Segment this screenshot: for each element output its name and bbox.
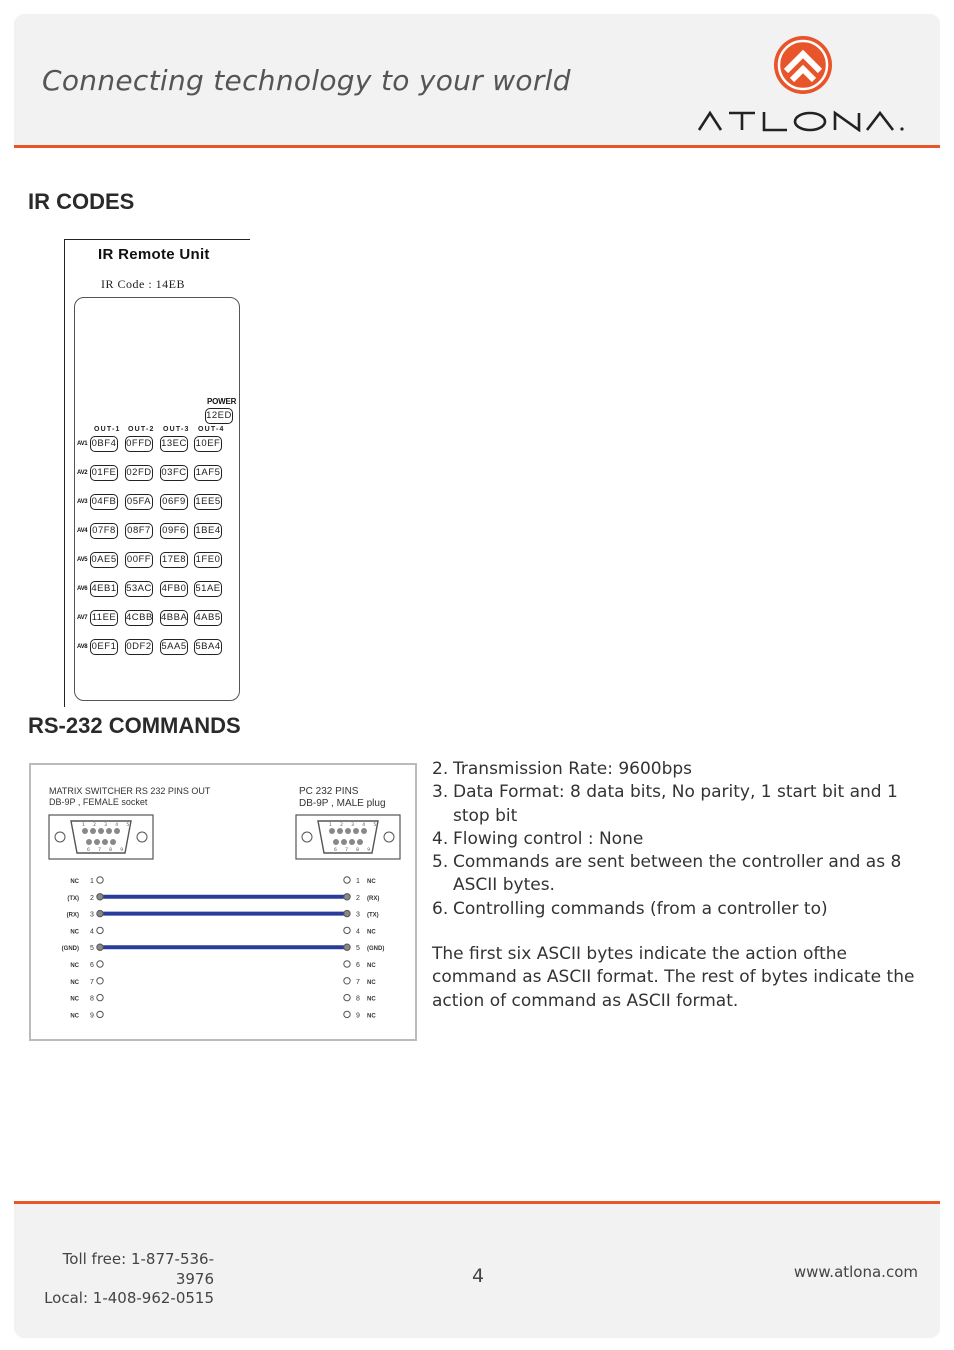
row-label: AV6 xyxy=(77,586,88,592)
ir-key: 02FD xyxy=(125,465,153,481)
row-label: AV5 xyxy=(77,557,88,563)
left-pin-label: (TX) xyxy=(67,895,79,902)
svg-text:6 7 8 9: 6 7 8 9 xyxy=(87,848,127,853)
row-label: AV2 xyxy=(77,470,88,476)
right-pin xyxy=(344,877,350,883)
column-label: OUT-2 xyxy=(128,426,155,433)
right-pin-number: 5 xyxy=(356,945,360,953)
left-pin-number: 2 xyxy=(90,894,94,902)
remote-title: IR Remote Unit xyxy=(98,246,210,263)
row-label: AV1 xyxy=(77,441,88,447)
left-pin-number: 8 xyxy=(90,995,94,1003)
right-pin xyxy=(344,994,350,1000)
left-pin xyxy=(97,944,103,950)
ir-key: 1BE4 xyxy=(194,523,222,539)
right-pin-label: NC xyxy=(367,996,376,1003)
local-number: Local: 1-408-962-0515 xyxy=(44,1289,214,1307)
page-footer xyxy=(14,1201,940,1338)
right-pin-label: (GND) xyxy=(367,946,385,953)
column-label: OUT-4 xyxy=(198,426,225,433)
left-pin-number: 6 xyxy=(90,962,94,969)
ir-key: 4CBB xyxy=(125,610,153,626)
left-pin xyxy=(97,961,103,967)
right-pin-number: 1 xyxy=(356,878,360,885)
atlona-logo-icon xyxy=(772,34,834,96)
ir-key: 01FE xyxy=(90,465,118,481)
ir-key: 51AE xyxy=(194,581,222,597)
ir-key: 4BBA xyxy=(160,610,188,626)
left-pin-number: 4 xyxy=(90,928,94,936)
ir-key: 0FFD xyxy=(125,436,153,452)
ir-key: 4EB1 xyxy=(90,581,118,597)
ir-key: 06F9 xyxy=(160,494,188,510)
ir-key: 09F6 xyxy=(160,523,188,539)
ir-key: 1FE0 xyxy=(194,552,222,568)
ir-key: 17E8 xyxy=(160,552,188,568)
ir-key: 1AF5 xyxy=(194,465,222,481)
right-pin-label: (TX) xyxy=(367,912,379,919)
right-pin-number: 9 xyxy=(356,1012,360,1020)
rs232-paragraph: The first six ASCII bytes indicate the action ofthe command as ASCII format. The rest of bytes indicate the action of command as ASCII format. xyxy=(432,944,915,1011)
left-pin xyxy=(97,1011,103,1017)
spec-item: 5. Commands are sent between the controller and as 8 ASCII bytes. xyxy=(432,852,902,896)
svg-text:1 2 3 4 5: 1 2 3 4 5 xyxy=(82,823,133,828)
right-pin xyxy=(344,961,350,967)
db9-female-connector xyxy=(49,815,153,859)
spec-item: 6. Controlling commands (from a controller to) xyxy=(432,898,828,919)
row-label: AV3 xyxy=(77,499,88,505)
left-pin xyxy=(97,877,103,883)
right-connector-title: PC 232 PINS xyxy=(299,786,359,797)
left-pin xyxy=(97,894,103,900)
ir-codes-heading: IR CODES xyxy=(28,189,135,214)
ir-key: 0BF4 xyxy=(90,436,118,452)
right-pin-label: NC xyxy=(367,979,376,986)
right-pin-number: 2 xyxy=(356,894,360,902)
left-pin-number: 1 xyxy=(90,878,94,885)
spec-item: 4. Flowing control : None xyxy=(432,828,644,849)
ir-key: 0DF2 xyxy=(125,639,153,655)
right-pin-number: 7 xyxy=(356,978,360,986)
power-label: POWER xyxy=(207,397,237,406)
right-pin-label: NC xyxy=(367,879,376,885)
right-pin xyxy=(344,894,350,900)
ir-key: 0AE5 xyxy=(90,552,118,568)
left-pin-number: 7 xyxy=(90,978,94,986)
right-pin-number: 3 xyxy=(356,911,360,919)
left-pin-number: 3 xyxy=(90,911,94,919)
remote-ir-code: IR Code : 14EB xyxy=(101,277,185,291)
spec-item: 3. Data Format: 8 data bits, No parity, 1 start bit and 1 stop bit xyxy=(432,782,898,826)
logo-text: ATLONA xyxy=(697,110,701,111)
right-pin-number: 8 xyxy=(356,995,360,1003)
right-connector-subtitle: DB-9P , MALE plug xyxy=(299,798,386,809)
row-label: AV7 xyxy=(77,615,88,621)
db9-male-connector xyxy=(296,815,400,859)
ir-key: 0EF1 xyxy=(90,639,118,655)
left-pin xyxy=(97,994,103,1000)
row-label: AV4 xyxy=(77,528,88,534)
ir-key: 10EF xyxy=(194,436,222,452)
ir-key: 04FB xyxy=(90,494,118,510)
svg-text:1 2 3 4 5: 1 2 3 4 5 xyxy=(329,823,380,828)
right-pin xyxy=(344,978,350,984)
spec-item: 2. Transmission Rate: 9600bps xyxy=(432,759,693,779)
website-link[interactable]: www.atlona.com xyxy=(793,1263,918,1281)
column-label: OUT-3 xyxy=(163,426,190,433)
right-pin-label: NC xyxy=(367,929,376,936)
ir-key: 5AA5 xyxy=(160,639,188,655)
right-pin xyxy=(344,927,350,933)
svg-text:6 7 8 9: 6 7 8 9 xyxy=(334,848,374,853)
right-pin xyxy=(344,1011,350,1017)
left-pin-label: NC xyxy=(70,996,79,1003)
left-pin xyxy=(97,927,103,933)
left-connector-title: MATRIX SWITCHER RS 232 PINS OUT xyxy=(49,786,211,796)
rs232-specs xyxy=(432,758,932,1013)
left-pin-label: NC xyxy=(70,929,79,936)
ir-key: 11EE xyxy=(90,610,118,626)
ir-key: 13EC xyxy=(160,436,188,452)
left-pin-label: NC xyxy=(70,979,79,986)
right-pin-label: NC xyxy=(367,1013,376,1020)
left-pin-label: (RX) xyxy=(66,912,79,919)
ir-key: 07F8 xyxy=(90,523,118,539)
left-pin xyxy=(97,910,103,916)
left-pin-label: NC xyxy=(70,963,79,969)
ir-key: 03FC xyxy=(160,465,188,481)
page-header xyxy=(14,14,940,148)
ir-key: 4FB0 xyxy=(160,581,188,597)
right-pin-label: (RX) xyxy=(367,895,380,902)
ir-key: 53AC xyxy=(125,581,153,597)
right-pin-label: NC xyxy=(367,963,376,969)
left-pin-number: 9 xyxy=(90,1012,94,1020)
page-number: 4 xyxy=(472,1265,485,1287)
left-connector-subtitle: DB-9P , FEMALE socket xyxy=(49,797,148,807)
right-pin-number: 4 xyxy=(356,928,360,936)
tagline: Connecting technology to your world xyxy=(42,64,571,97)
atlona-wordmark xyxy=(697,110,922,132)
ir-key: 5BA4 xyxy=(194,639,222,655)
left-pin-label: NC xyxy=(70,1013,79,1020)
rs232-wiring-diagram xyxy=(29,763,417,1041)
right-pin xyxy=(344,944,350,950)
ir-key: 05FA xyxy=(125,494,153,510)
right-pin-number: 6 xyxy=(356,962,360,969)
ir-key: 4AB5 xyxy=(194,610,222,626)
ir-key: 08F7 xyxy=(125,523,153,539)
contact-info xyxy=(34,1250,214,1309)
rs232-heading: RS-232 COMMANDS xyxy=(28,713,241,738)
remote-body xyxy=(74,297,240,701)
ir-key: 00FF xyxy=(125,552,153,568)
left-pin-label: (GND) xyxy=(61,946,79,953)
ir-key: 1EE5 xyxy=(194,494,222,510)
left-pin-label: NC xyxy=(70,879,79,885)
toll-free-number: Toll free: 1-877-536-3976 xyxy=(62,1250,214,1288)
row-label: AV8 xyxy=(77,644,88,650)
right-pin xyxy=(344,910,350,916)
left-pin xyxy=(97,978,103,984)
left-pin-number: 5 xyxy=(90,945,94,953)
column-label: OUT-1 xyxy=(94,426,121,433)
power-key: 12ED xyxy=(205,408,233,424)
ir-remote-diagram xyxy=(64,239,250,707)
